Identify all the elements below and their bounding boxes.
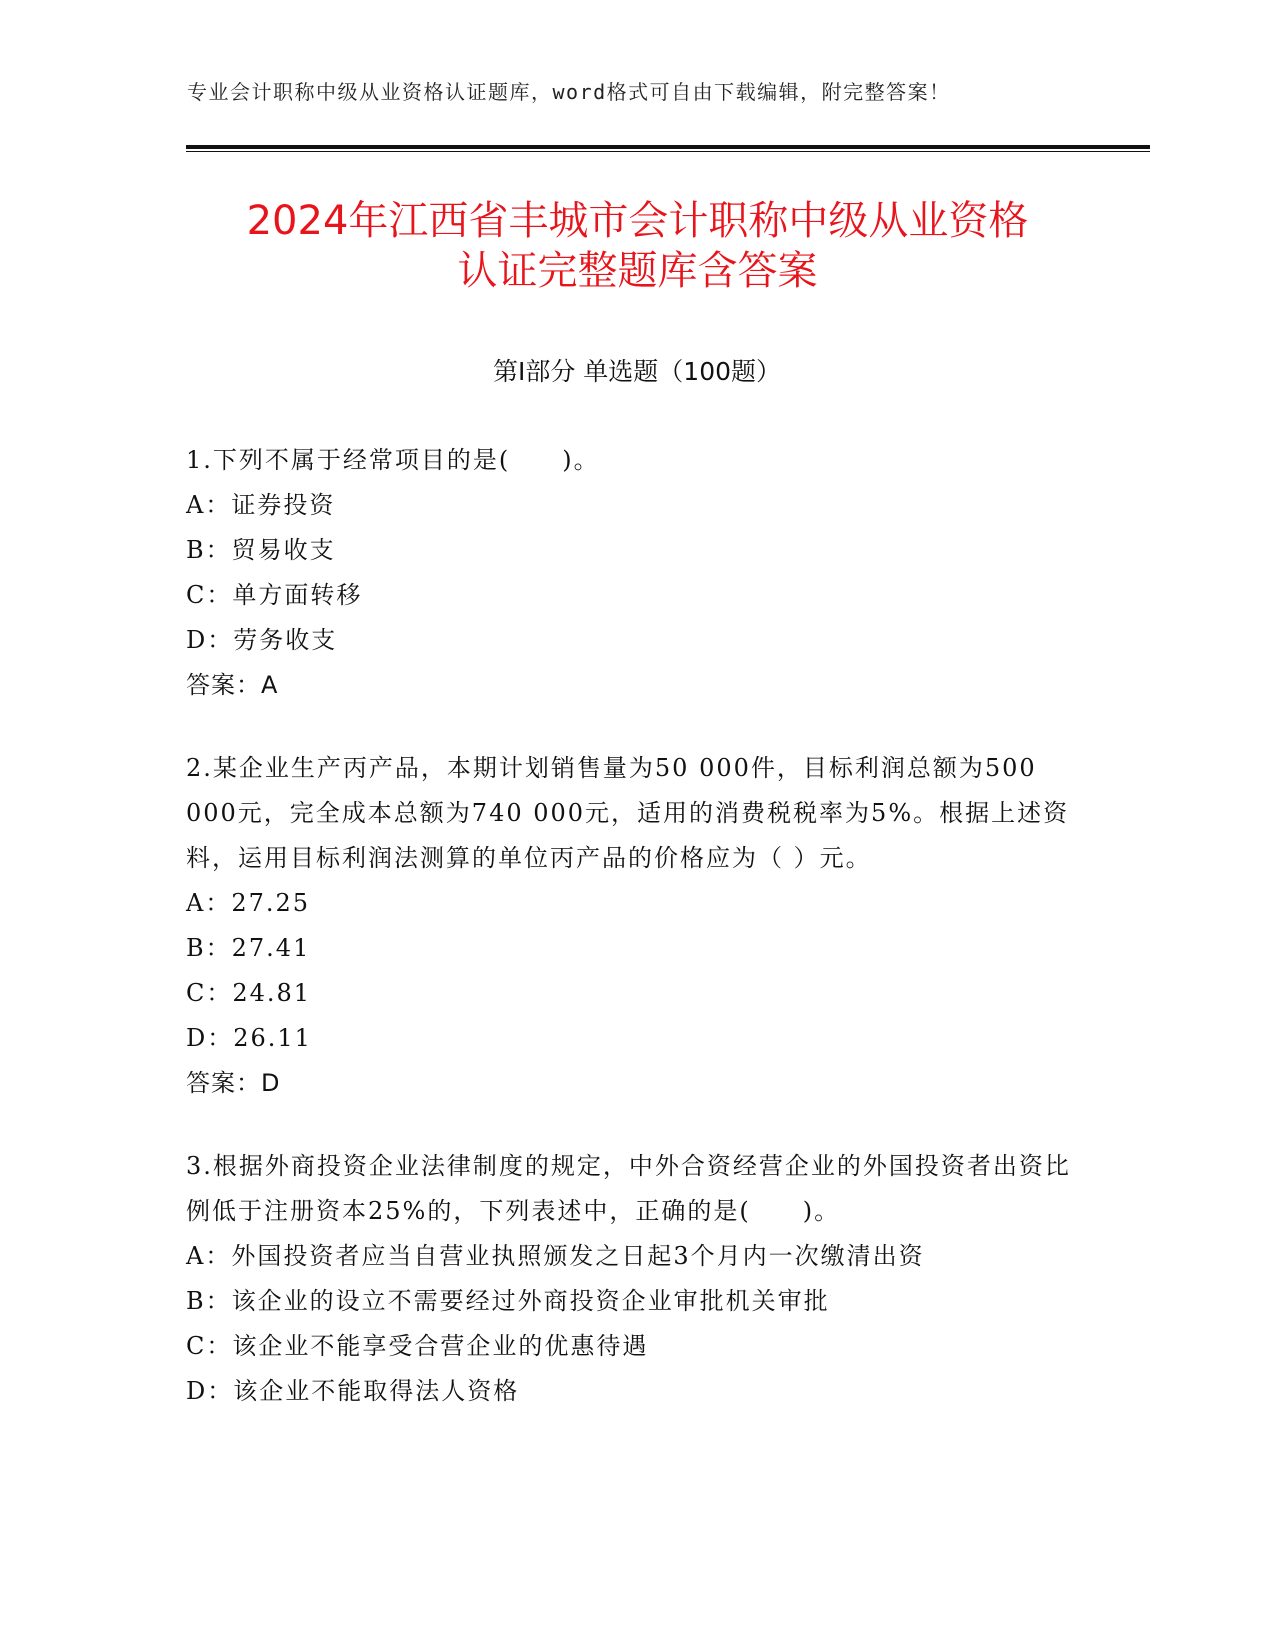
question-3 <box>186 1144 1086 1414</box>
option-c: C：24.81 <box>186 979 312 1007</box>
document-title <box>180 196 1095 296</box>
option-a: A：27.25 <box>186 889 311 917</box>
header-divider-thick <box>186 145 1150 149</box>
question-text: 2.某企业生产丙产品，本期计划销售量为50 000件，目标利润总额为500 000元，完全成本总额为740 000元，适用的消费税税率为5%。根据上述资料，运用目标利润法测算的单位丙产品的价格应为（ ）元。 <box>186 754 1070 872</box>
option-c: C：该企业不能享受合营企业的优惠待遇 <box>186 1332 649 1360</box>
option-d: D：该企业不能取得法人资格 <box>186 1377 520 1405</box>
answer: 答案：A <box>186 671 279 699</box>
header-note: 专业会计职称中级从业资格认证题库，word格式可自由下载编辑，附完整答案！ <box>187 80 951 104</box>
option-d: D：劳务收支 <box>186 626 338 654</box>
header-divider-thin <box>186 151 1150 152</box>
question-text: 1.下列不属于经常项目的是( )。 <box>186 446 600 474</box>
question-2 <box>186 746 1086 1106</box>
option-d: D：26.11 <box>186 1024 312 1052</box>
section-title: 第Ⅰ部分 单选题（100题） <box>492 357 782 386</box>
option-b: B：27.41 <box>186 934 311 962</box>
document-title-line1: 2024年江西省丰城市会计职称中级从业资格 <box>246 198 1029 244</box>
question-1 <box>186 438 1086 708</box>
document-title-line2: 认证完整题库含答案 <box>457 248 818 294</box>
question-text: 3.根据外商投资企业法律制度的规定，中外合资经营企业的外国投资者出资比例低于注册资本25%的，下列表述中，正确的是( )。 <box>186 1152 1071 1225</box>
option-b: B：该企业的设立不需要经过外商投资企业审批机关审批 <box>186 1287 830 1315</box>
question-list <box>186 438 1086 1452</box>
option-c: C：单方面转移 <box>186 581 363 609</box>
answer: 答案：D <box>186 1069 281 1097</box>
option-b: B：贸易收支 <box>186 536 336 564</box>
option-a: A：外国投资者应当自营业执照颁发之日起3个月内一次缴清出资 <box>186 1242 925 1270</box>
option-a: A：证券投资 <box>186 491 336 519</box>
